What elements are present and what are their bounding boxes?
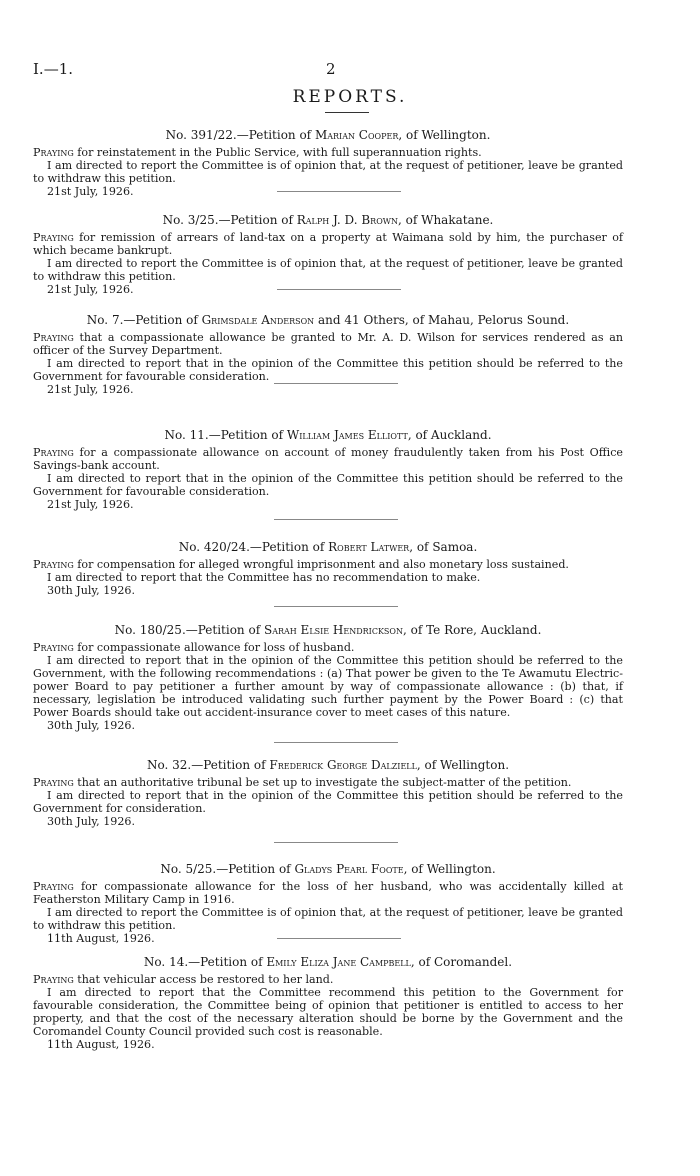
petition-entry [33, 213, 623, 296]
petitioner-name: Frederick George Dalziell [269, 758, 417, 772]
page-number: 2 [326, 60, 336, 78]
petition-entry [33, 128, 623, 198]
petition-entry [33, 955, 623, 1051]
petition-body: Praying for compensation for alleged wrongful imprisonment and also monetary loss sustained. I am directed to report that the Committee has no recommendation to make. [33, 558, 623, 584]
title-rule [325, 112, 369, 113]
petition-date: 21st July, 1926. [33, 185, 623, 198]
petition-heading: No. 391/22.—Petition of Marian Cooper, of Wellington. [165, 128, 491, 142]
petition-body: Praying for compassionate allowance for the loss of her husband, who was accidentally killed at Featherston Military Camp in 1916. I am directed to report the Committee is of opinion that, at the request of petitioner, leave be granted to withdraw this petition. [33, 880, 623, 932]
petition-report: I am directed to report the Committee is of opinion that, at the request of petitioner, leave be granted to withdraw this petition. [33, 257, 623, 283]
petition-date: 30th July, 1926. [47, 719, 135, 732]
petition-entry [33, 862, 623, 945]
petition-entry [33, 428, 623, 511]
petition-date: 21st July, 1926. [47, 498, 134, 511]
petition-entry [33, 758, 623, 828]
petition-date: 21st July, 1926. [33, 283, 623, 296]
petition-heading: No. 3/25.—Petition of Ralph J. D. Brown, of Whakatane. [162, 213, 494, 227]
petition-report: I am directed to report that in the opinion of the Committee this petition should be referred to the Government for consideration. [33, 789, 623, 815]
petition-body: Praying for a compassionate allowance on account of money fraudulently taken from his Post Office Savings-bank account. I am directed to report that in the opinion of the Committee this petition should be referred to the Government for favourable consideration. [33, 446, 623, 498]
page-title: REPORTS. [292, 87, 408, 107]
petition-date: 21st July, 1926. [47, 383, 134, 396]
petition-date: 11th August, 1926. [47, 1038, 155, 1051]
petition-heading: No. 7.—Petition of Grimsdale Anderson and 41 Others, of Mahau, Pelorus Sound. [86, 313, 570, 327]
petitioner-name: Marian Cooper [314, 128, 399, 142]
petition-report: I am directed to report the Committee is of opinion that, at the request of petitioner, leave be granted to withdraw this petition. [33, 906, 623, 932]
section-divider [277, 289, 401, 290]
petition-report: I am directed to report that the Committee has no recommendation to make. [47, 571, 481, 584]
petition-report: I am directed to report the Committee is of opinion that, at the request of petitioner, leave be granted to withdraw this petition. [33, 159, 623, 185]
petition-body: Praying for reinstatement in the Public Service, with full superannuation rights. I am directed to report the Committee is of opinion that, at the request of petitioner, leave be granted to withdraw this petition. [33, 146, 623, 185]
petition-date: 11th August, 1926. [33, 932, 623, 945]
petition-body: Praying for compassionate allowance for loss of husband. I am directed to report that in the opinion of the Committee this petition should be referred to the Government, with the following recommendations : (a) That power be given to the Te Awamutu Electric-power Board to pay petitioner a further amount by way of compassionate allowance : (b) that, if necessary, legislation be introduced validating such further payment by the Power Board : (c) that Power Boards should take out accident-insurance cover to meet cases of this nature. [33, 641, 623, 719]
petitioner-name: Grimsdale Anderson [201, 313, 315, 327]
section-divider [274, 606, 398, 607]
petition-heading: No. 180/25.—Petition of Sarah Elsie Hendrickson, of Te Rore, Auckland. [114, 623, 542, 637]
petition-entry [33, 540, 623, 597]
petition-report: I am directed to report that in the opinion of the Committee this petition should be referred to the Government for favourable consideration. [33, 357, 623, 383]
section-divider [277, 938, 401, 939]
petition-body: Praying that vehicular access be restored to her land. I am directed to report that the Committee recommend this petition to the Government for favourable consideration, the Committee being of opinion that petitioner is entitled to access to her property, and that the cost of the necessary alteration should be borne by the Government and the Coromandel County Council provided such cost is reasonable. [33, 973, 623, 1038]
petitioner-name: Gladys Pearl Foote [294, 862, 404, 876]
petition-heading: No. 14.—Petition of Emily Eliza Jane Campbell, of Coromandel. [143, 955, 513, 969]
petition-report: I am directed to report that in the opinion of the Committee this petition should be referred to the Government for favourable consideration. [33, 472, 623, 498]
petition-body: Praying that a compassionate allowance be granted to Mr. A. D. Wilson for services rendered as an officer of the Survey Department. I am directed to report that in the opinion of the Committee this petition should be referred to the Government for favourable consideration. [33, 331, 623, 383]
page-ref: I.—1. [33, 60, 74, 78]
petition-body: Praying that an authoritative tribunal be set up to investigate the subject-matter of the petition. I am directed to report that in the opinion of the Committee this petition should be referred to the Government for consideration. [33, 776, 623, 815]
petitioner-name: Emily Eliza Jane Campbell [266, 955, 411, 969]
petitioner-name: Sarah Elsie Hendrickson [263, 623, 403, 637]
petition-entry [33, 623, 623, 732]
petition-report: I am directed to report that the Committee recommend this petition to the Government for favourable consideration, the Committee being of opinion that petitioner is entitled to access to her property, and that the cost of the necessary alteration should be borne by the Government and the Coromandel County Council provided such cost is reasonable. [33, 986, 623, 1038]
section-divider [274, 742, 398, 743]
section-divider [277, 191, 401, 192]
petition-report: I am directed to report that in the opinion of the Committee this petition should be referred to the Government, with the following recommendations : (a) That power be given to the Te Awamutu Electric-power Board to pay petitioner a further amount by way of compassionate allowance : (b) that, if necessary, legislation be introduced validating such further payment by the Power Board : (c) that Power Boards should take out accident-insurance cover to meet cases of this nature. [33, 654, 623, 719]
petition-heading: No. 5/25.—Petition of Gladys Pearl Foote, of Wellington. [160, 862, 496, 876]
petitioner-name: William James Elliott [286, 428, 408, 442]
petition-heading: No. 11.—Petition of William James Elliott, of Auckland. [164, 428, 492, 442]
section-divider [274, 842, 398, 843]
petition-date: 30th July, 1926. [47, 584, 135, 597]
petition-date: 30th July, 1926. [47, 815, 135, 828]
petitioner-name: Ralph J. D. Brown [296, 213, 398, 227]
petition-heading: No. 420/24.—Petition of Robert Latwer, of Samoa. [178, 540, 478, 554]
section-divider [274, 383, 398, 384]
section-divider [274, 519, 398, 520]
petition-body: Praying for remission of arrears of land-tax on a property at Waimana sold by him, the purchaser of which became bankrupt. I am directed to report the Committee is of opinion that, at the request of petitioner, leave be granted to withdraw this petition. [33, 231, 623, 283]
petitioner-name: Robert Latwer [328, 540, 410, 554]
petition-heading: No. 32.—Petition of Frederick George Dalziell, of Wellington. [146, 758, 510, 772]
